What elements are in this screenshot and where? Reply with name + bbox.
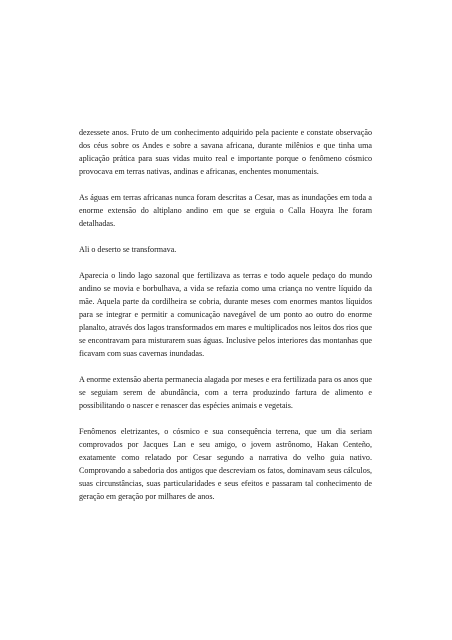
body-text xyxy=(79,126,372,516)
paragraph-2: As águas em terras africanas nunca foram descritas a Cesar, mas as inundações em toda a enorme extensão do altiplano andino em que se erguia o Calla Hoayra lhe foram detalhadas. xyxy=(79,193,372,228)
paragraph-6: Fenômenos eletrizantes, o cósmico e sua consequência terrena, que um dia seriam comprovados por Jacques Lan e seu amigo, o jovem astrônomo, Hakan Centeño, exatamente como relatado por Cesar segundo a narrativa do velho guia nativo. Comprovando a sabedoria dos antigos que descreviam os fatos, dominavam seus cálculos, suas circunstâncias, suas particularidades e seus efeitos e passaram tal conhecimento de geração em geração por milhares de anos. xyxy=(79,427,372,501)
paragraph-3: Ali o deserto se transformava. xyxy=(79,245,177,254)
paragraph-5: A enorme extensão aberta permanecia alagada por meses e era fertilizada para os anos que se seguiam serem de abundância, com a terra produzindo fartura de alimento e possibilitando o nascer e renascer das espécies animais e vegetais. xyxy=(79,375,372,410)
paragraph-4: Aparecia o lindo lago sazonal que fertilizava as terras e todo aquele pedaço do mundo andino se movia e borbulhava, a vida se refazia como uma criança no ventre líquido da mãe. Aquela parte da cordilheira se cobria, durante meses com enormes mantos líquidos para se integrar e permitir a comunicação navegável de um ponto ao outro do enorme planalto, através dos lagos transformados em mares e multiplicados nos leitos dos rios que se encontravam para misturarem suas águas. Inclusive pelos interiores das montanhas que ficavam com suas cavernas inundadas. xyxy=(79,271,372,358)
paragraph-1: dezessete anos. Fruto de um conhecimento adquirido pela paciente e constate observação dos céus sobre os Andes e sobre a savana africana, durante milênios e que tinha uma aplicação prática para suas vidas muito real e importante porque o fenômeno cósmico provocava em terras nativas, andinas e africanas, enchentes monumentais. xyxy=(79,128,372,176)
